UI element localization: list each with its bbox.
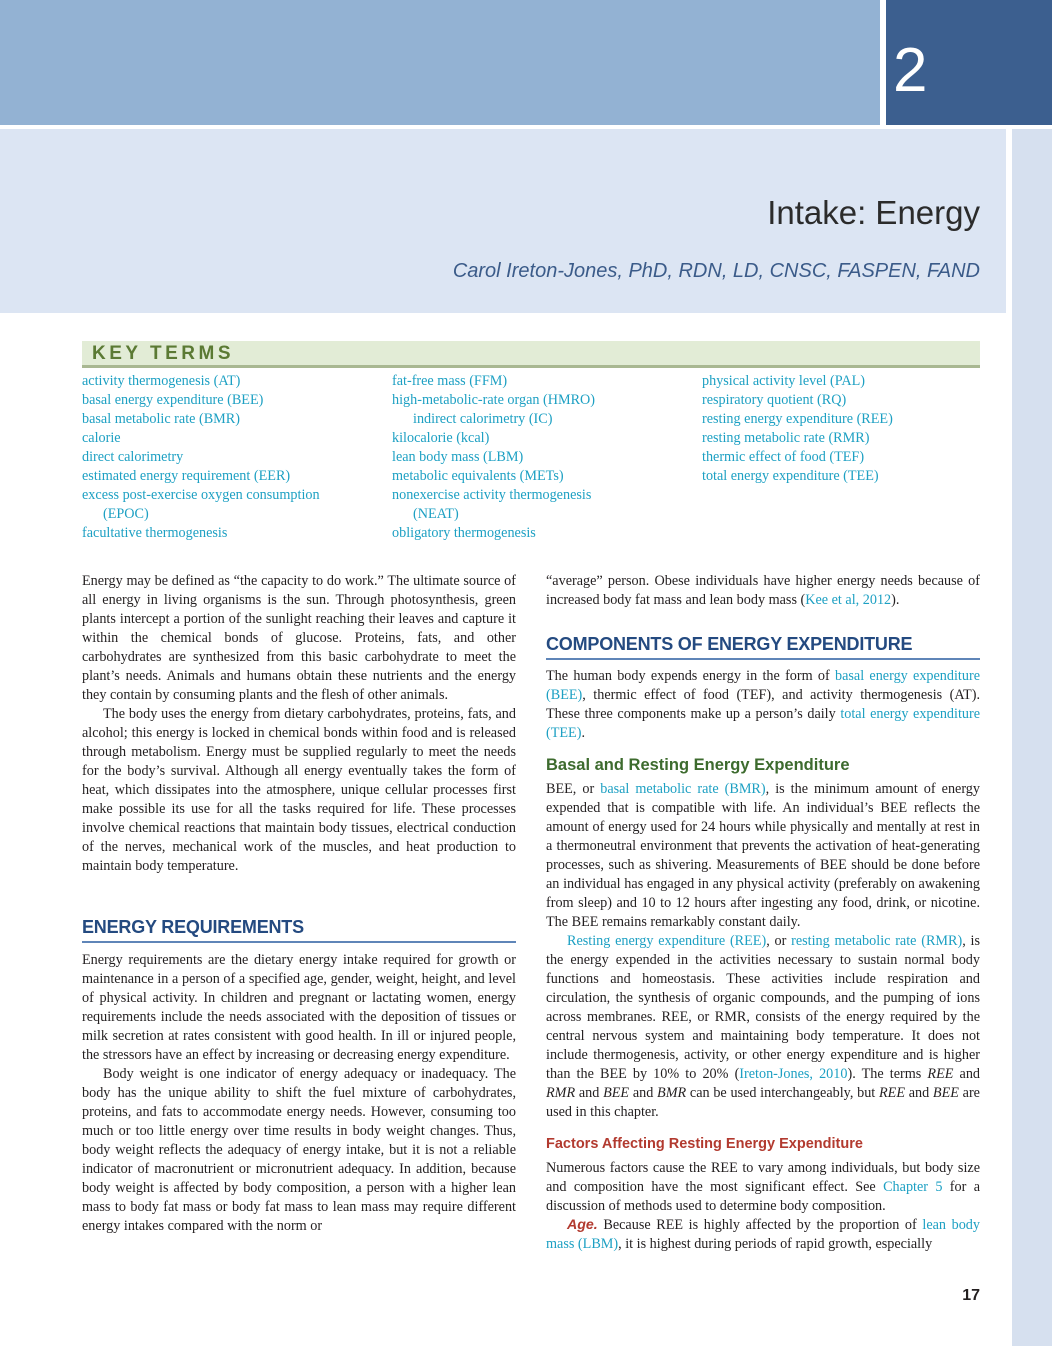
term-link[interactable]: basal energy expenditure (BEE) <box>546 668 980 703</box>
text: and <box>904 1085 933 1101</box>
heading-energy-requirements: ENERGY REQUIREMENTS <box>82 916 516 943</box>
body-paragraph: Energy requirements are the dietary energy intake required for growth or maintenance in a person of a specified age, gender, weight, height, and level of physical activity. In children and pregnant or lactating women, energy requirements include the needs associated with the deposition of tissues or milk secretion at rates consistent with good health. In ill or injured people, the stressors have an effect by increasing or decreasing energy expenditure. <box>82 952 516 1063</box>
text: are used in this chapter. <box>546 1085 980 1120</box>
key-term-continued[interactable]: (NEAT) <box>413 506 459 522</box>
key-terms-header <box>82 341 980 368</box>
text: , it is highest during periods of rapid growth, especially <box>618 1236 933 1252</box>
key-term[interactable]: respiratory quotient (RQ) <box>702 392 847 408</box>
energy-requirements-section <box>82 916 516 943</box>
italic-term: BMR <box>657 1085 687 1101</box>
key-term[interactable]: metabolic equivalents (METs) <box>392 468 564 484</box>
left-column-lower <box>82 951 516 1236</box>
key-terms-title: KEY TERMS <box>92 343 235 364</box>
right-column-mid <box>546 667 980 743</box>
citation-link[interactable]: Kee et al, 2012 <box>805 592 892 608</box>
text: . <box>581 725 585 741</box>
text: and <box>575 1085 604 1101</box>
heading-components: COMPONENTS OF ENERGY EXPENDITURE <box>546 633 980 660</box>
body-paragraph <box>546 572 980 610</box>
key-term[interactable]: calorie <box>82 430 121 446</box>
chapter-link[interactable]: Chapter 5 <box>883 1179 943 1195</box>
chapter-author: Carol Ireton-Jones, PhD, RDN, LD, CNSC, FASPEN, FAND <box>452 260 980 282</box>
key-term[interactable]: lean body mass (LBM) <box>392 449 524 465</box>
key-term[interactable]: obligatory thermogenesis <box>392 525 536 541</box>
key-term[interactable]: fat-free mass (FFM) <box>392 373 508 389</box>
key-term[interactable]: direct calorimetry <box>82 449 184 465</box>
right-column-basal <box>546 780 980 1122</box>
right-column-top <box>546 572 980 610</box>
body-paragraph: Body weight is one indicator of energy adequacy or inadequacy. The body has the unique ability to shift the fuel mixture of carbohydrates, proteins, and fats to accommodate energy needs. However, consuming too much or too little energy over time results in body weight changes. Thus, body weight reflects the adequacy of energy intake, but it is not a reliable indicator of macronutrient or micronutrient adequacy. In addition, because body weight is affected by body composition, a person with a higher lean mass to body fat mass or body fat mass to lean mass may require different energy intakes compared with the norm or <box>82 1066 516 1234</box>
text: , thermic effect of food (TEF), and activity thermogenesis (AT). These three components make up a person’s daily <box>546 687 980 722</box>
text: Because REE is highly affected by the proportion of <box>597 1217 923 1233</box>
text: , is the energy expended in the activities necessary to sustain normal body functions and homeostasis. These activities include respiration and circulation, the synthesis of organic compounds, and the pumping of ions across membranes. REE, or RMR, consists of the energy required by the central nervous system and maintaining body temperature. It does not include thermogenesis, activity, or other energy expenditure and is higher than the BEE by 10% to 20% ( <box>546 933 980 1082</box>
body-paragraph: Energy may be defined as “the capacity to do work.” The ultimate source of all energy in living organisms is the sun. Through photosynthesis, green plants intercept a portion of the sunlight reaching their leaves and capture it within the chemical bonds of glucose. Proteins, fats, and other carbohydrates are synthesized from this basic carbohydrate to meet the plant’s needs. Animals and humans obtain these nutrients and the energy they contain by consuming plants and the flesh of other animals. <box>82 573 516 703</box>
text: for a discussion of methods used to determine body composition. <box>546 1179 980 1214</box>
key-term[interactable]: estimated energy requirement (EER) <box>82 468 291 484</box>
text: “average” person. Obese individuals have higher energy needs because of increased body fat mass and lean body mass ( <box>546 573 980 608</box>
term-link[interactable]: lean body mass (LBM) <box>546 1217 980 1252</box>
key-term[interactable]: activity thermogenesis (AT) <box>82 373 241 389</box>
basal-section <box>546 754 980 776</box>
italic-term: RMR <box>546 1085 576 1101</box>
body-paragraph <box>546 780 980 932</box>
key-terms-column-2 <box>392 372 595 543</box>
key-term[interactable]: resting energy expenditure (REE) <box>702 411 893 427</box>
text: can be used interchangeably, but <box>686 1085 879 1101</box>
body-paragraph <box>546 932 980 1122</box>
italic-term: REE <box>878 1085 905 1101</box>
run-in-heading-age: Age. <box>567 1217 598 1233</box>
key-term[interactable]: resting metabolic rate (RMR) <box>702 430 870 446</box>
key-term[interactable]: physical activity level (PAL) <box>702 373 865 389</box>
body-paragraph: The body uses the energy from dietary carbohydrates, proteins, fats, and alcohol; this energy is locked in chemical bonds within food and is released through metabolism. Energy must be supplied regularly to meet the needs for the body’s survival. Although all energy eventually takes the form of heat, which dissipates into the atmosphere, unique cellular processes first make possible its use for all the tasks required for life. These processes involve chemical reactions that maintain body tissues, electrical conduction of the nerves, mechanical work of the muscles, and heat production to maintain body temperature. <box>82 706 516 874</box>
key-term[interactable]: high-metabolic-rate organ (HMRO) <box>392 392 596 408</box>
italic-term: REE <box>927 1066 954 1082</box>
text: The human body expends energy in the form of <box>546 668 835 684</box>
body-paragraph <box>546 1159 980 1216</box>
heading-basal-resting: Basal and Resting Energy Expenditure <box>546 756 850 774</box>
body-paragraph <box>546 667 980 743</box>
right-column-bottom <box>546 1159 980 1254</box>
key-term[interactable]: indirect calorimetry (IC) <box>413 411 553 427</box>
text: ). <box>891 592 900 608</box>
components-section <box>546 633 980 660</box>
factors-section <box>546 1134 980 1154</box>
text: BEE, or <box>546 781 601 797</box>
side-strip <box>1012 129 1052 1346</box>
text: and <box>629 1085 658 1101</box>
key-term[interactable]: basal energy expenditure (BEE) <box>82 392 264 408</box>
text: and <box>953 1066 981 1082</box>
key-term[interactable]: basal metabolic rate (BMR) <box>82 411 240 427</box>
left-column <box>82 572 516 876</box>
key-term[interactable]: facultative thermogenesis <box>82 525 228 541</box>
key-term[interactable]: excess post-exercise oxygen consumption <box>82 487 320 503</box>
text: , or <box>766 933 792 949</box>
term-link[interactable]: resting metabolic rate (RMR) <box>791 933 963 949</box>
key-term[interactable]: nonexercise activity thermogenesis <box>392 487 592 503</box>
term-link[interactable]: Resting energy expenditure (REE) <box>567 933 767 949</box>
text: ). The terms <box>847 1066 928 1082</box>
citation-link[interactable]: Ireton-Jones, 2010 <box>739 1066 848 1082</box>
key-term[interactable]: thermic effect of food (TEF) <box>702 449 865 465</box>
key-terms-column-3 <box>702 372 893 486</box>
term-link[interactable]: basal metabolic rate (BMR) <box>600 781 766 797</box>
chapter-number: 2 <box>893 36 928 105</box>
text: Numerous factors cause the REE to vary among individuals, but body size and composition have the most significant effect. See <box>546 1160 980 1195</box>
chapter-title: Intake: Energy <box>767 194 980 231</box>
text: , is the minimum amount of energy expended that is compatible with life. An individual’s BEE reflects the amount of energy used for 24 hours while physically and mentally at rest in a thermoneutral environment that prevents the activation of heat-generating processes, such as shivering. Measurements of BEE should be done before an individual has engaged in any physical activity (preferably on awakening from sleep) and 10 to 12 hours after ingesting any food, drink, or nicotine. The BEE remains remarkably constant daily. <box>546 781 980 930</box>
key-term-continued[interactable]: (EPOC) <box>103 506 149 522</box>
body-paragraph <box>546 1216 980 1254</box>
term-link[interactable]: total energy expenditure (TEE) <box>546 706 981 741</box>
key-terms-column-1 <box>82 372 320 543</box>
header-band <box>0 0 880 125</box>
key-term[interactable]: kilocalorie (kcal) <box>392 430 490 446</box>
italic-term: BEE <box>603 1085 630 1101</box>
key-term[interactable]: total energy expenditure (TEE) <box>702 468 879 484</box>
heading-factors: Factors Affecting Resting Energy Expenditure <box>546 1136 863 1152</box>
page-number: 17 <box>962 1287 980 1304</box>
italic-term: BEE <box>932 1085 959 1101</box>
